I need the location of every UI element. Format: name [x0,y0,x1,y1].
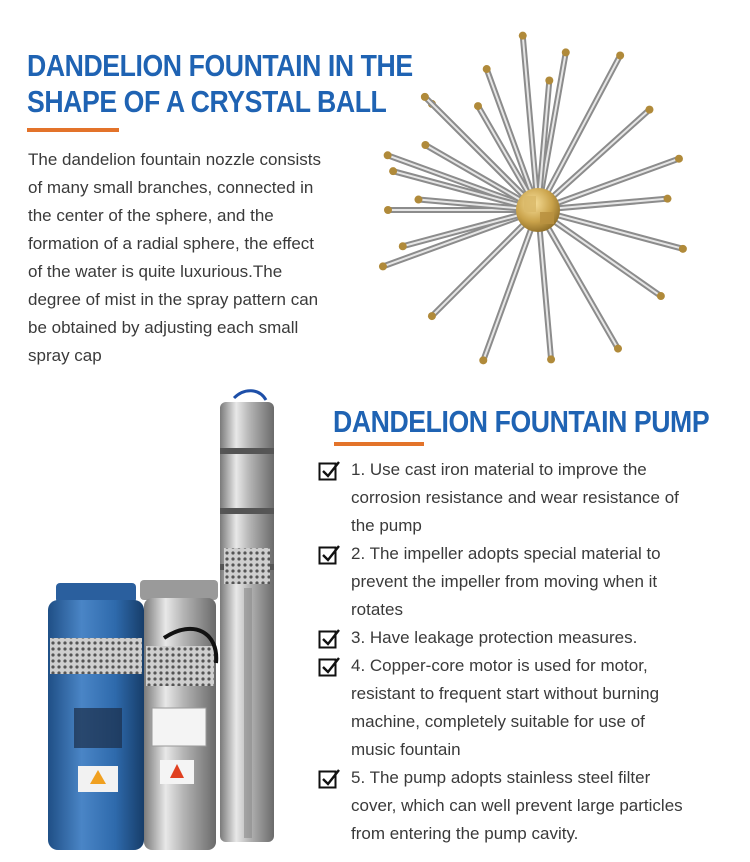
spray-cap [664,195,672,203]
feature-line: rotates [351,600,403,619]
brass-hub [516,188,560,232]
spray-cap [384,206,392,214]
checkbox-checked-icon [318,544,340,566]
spray-cap [545,76,553,84]
description-line: of many small branches, connected in [28,178,314,197]
feature-line: the pump [351,516,422,535]
title-underline [334,442,424,446]
spray-cap [384,151,392,159]
spray-cap [562,48,570,56]
feature-text [351,456,679,540]
spray-cap [379,262,387,270]
spray-cap [399,242,407,250]
spray-cap [389,167,397,175]
description-line: of the water is quite luxurious.The [28,262,283,281]
checkbox-checked-icon [318,656,340,678]
feature-text [351,652,659,764]
checkbox-checked-icon [318,628,340,650]
spray-cap [479,356,487,364]
checkbox-checked-icon [318,768,340,790]
spray-cap [679,245,687,253]
dandelion-nozzle-image [370,20,730,370]
checkbox-checked-icon [318,460,340,482]
spray-cap [645,106,653,114]
spray-cap [614,345,622,353]
feature-line: from entering the pump cavity. [351,824,579,843]
section1-title-line1: DANDELION FOUNTAIN IN THE [27,48,413,83]
feature-text [351,624,637,652]
feature-line: 3. Have leakage protection measures. [351,628,638,647]
description-line: formation of a radial sphere, the effect [28,234,315,253]
feature-text [351,540,661,624]
section1-description [28,146,373,370]
feature-line: machine, completely suitable for use of [351,712,645,731]
feature-line: 1. Use cast iron material to improve the [351,460,647,479]
feature-line: music fountain [351,740,461,759]
feature-line: 4. Copper-core motor is used for motor, [351,656,648,675]
spray-cap [547,355,555,363]
fountain-pumps-image [44,388,310,850]
feature-line: 2. The impeller adopts special material to [351,544,661,563]
section2-title: DANDELION FOUNTAIN PUMP [333,404,710,439]
tall-submersible-pump [220,391,274,842]
feature-line: 5. The pump adopts stainless steel filter [351,768,651,787]
spray-cap [519,32,527,40]
spray-cap [657,292,665,300]
feature-line: corrosion resistance and wear resistance of [351,488,679,507]
description-line: the center of the sphere, and the [28,206,274,225]
description-line: spray cap [28,346,102,365]
stainless-fountain-pump [140,580,218,850]
spray-cap [616,51,624,59]
feature-text [351,764,683,848]
spray-cap [421,141,429,149]
feature-line: prevent the impeller from moving when it [351,572,658,591]
spray-cap [474,102,482,110]
spray-cap [414,196,422,204]
feature-line: resistant to frequent start without burning [351,684,660,703]
description-line: be obtained by adjusting each small [28,318,299,337]
spray-cap [428,312,436,320]
spray-cap [483,65,491,73]
blue-fountain-pump [48,583,144,850]
title-underline [27,128,119,132]
feature-line: cover, which can well prevent large particles [351,796,683,815]
spray-cap [675,155,683,163]
spray-cap [421,93,429,101]
section1-title-line2: SHAPE OF A CRYSTAL BALL [27,84,387,119]
description-line: The dandelion fountain nozzle consists [28,150,321,169]
description-line: degree of mist in the spray pattern can [28,290,319,309]
